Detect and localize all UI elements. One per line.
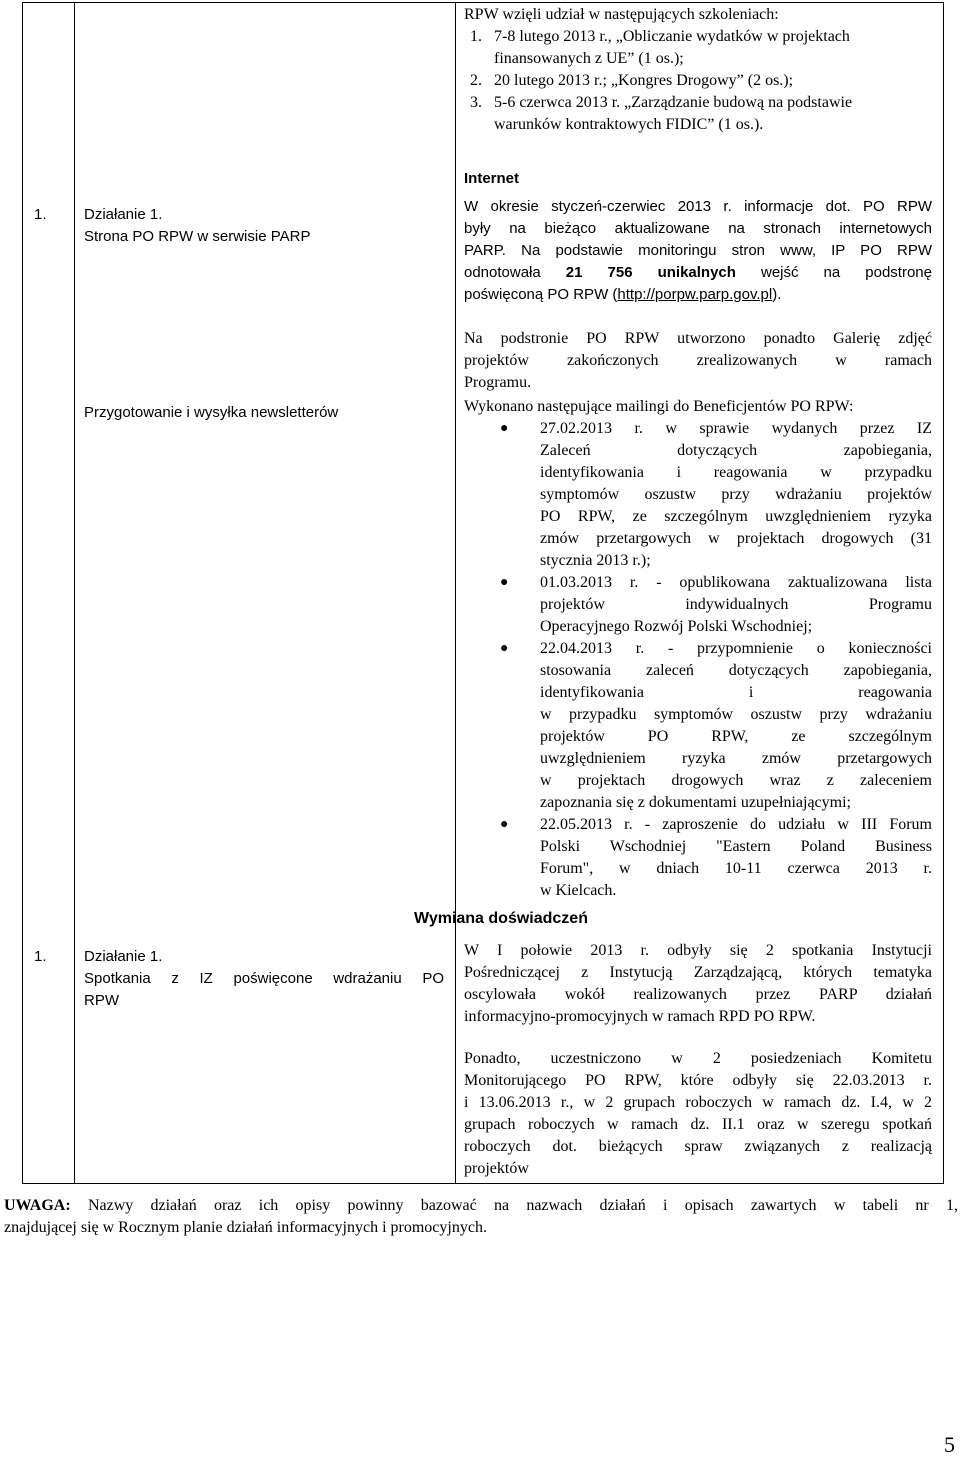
training-block <box>464 4 942 136</box>
bullet-icon: ● <box>500 575 509 590</box>
action-2-title: Działanie 1. <box>84 948 163 965</box>
training-item-number: 2. <box>470 72 482 89</box>
action-2-number: 1. <box>34 948 47 965</box>
newsletter-label: Przygotowanie i wysyłka newsletterów <box>84 404 339 421</box>
exchange-paragraph-2: Ponadto, uczestniczono w 2 posiedzeniach Komitetu Monitorującego PO RPW, które odbyły się 22.03.2013 r. i 13.06.2013 r., w 2 grupach roboczych w ramach dz. I.4, w 2 grupach roboczych w ramach dz. II.1 oraz w szeregu spotkań roboczych dot. bieżących spraw związanych z realizacją projektów <box>464 1050 932 1177</box>
mailing-item: ● 27.02.2013 r. w sprawie wydanych przez IZ Zaleceń dotyczących zapobiegania, identyfikowania i reagowania w przypadku symptomów oszustw przy wdrażaniu projektów PO RPW, ze szczególnym uwzględnieniem ryzyka zmów przetargowych w projektach drogowych (31 stycznia 2013 r.); <box>500 420 932 569</box>
section-heading-exchange: Wymiana doświadczeń <box>414 910 588 927</box>
gallery-paragraph <box>464 328 932 394</box>
internet-line: odnotowała 21 756 unikalnych wejść na podstronę <box>464 264 932 281</box>
internet-paragraph <box>464 196 932 306</box>
action-1-subtitle: Strona PO RPW w serwisie PARP <box>84 228 311 245</box>
porpw-link[interactable]: http://porpw.parp.gov.pl <box>617 286 773 303</box>
training-item-line: finansowanych z UE” (1 os.); <box>494 50 684 67</box>
internet-line: poświęconą PO RPW (http://porpw.parp.gov.pl). <box>464 286 782 303</box>
action-2-subtitle: Spotkania z IZ poświęcone wdrażaniu PO RPW <box>84 970 444 1009</box>
training-item-number: 3. <box>470 94 482 111</box>
mailing-intro: Wykonano następujące mailingi do Beneficjentów PO RPW: <box>464 398 854 415</box>
table-border-top <box>22 2 944 3</box>
table-border-bottom <box>22 1183 944 1184</box>
training-item <box>470 70 942 92</box>
table-divider-2 <box>455 2 456 1184</box>
training-item-line: 5-6 czerwca 2013 r. „Zarządzanie budową na podstawie <box>494 94 853 111</box>
action-1-number: 1. <box>34 206 47 223</box>
table-border-right <box>943 2 944 1184</box>
gallery-line: Na podstronie PO RPW utworzono ponadto Galerię zdjęć <box>464 330 932 347</box>
training-item <box>470 26 942 70</box>
internet-line: PARP. Na podstawie monitoringu stron www, IP PO RPW <box>464 242 932 259</box>
training-item-number: 1. <box>470 28 482 45</box>
table-border-left <box>22 2 23 1184</box>
action-2 <box>34 946 449 1012</box>
note-line: znajdującej się w Rocznym planie działań informacyjnych i promocyjnych. <box>4 1219 487 1236</box>
training-item-line: warunków kontraktowych FIDIC” (1 os.). <box>494 116 764 133</box>
internet-line: były na bieżąco aktualizowane na stronach internetowych <box>464 220 932 237</box>
section-heading-internet: Internet <box>464 170 520 187</box>
training-item <box>470 92 942 136</box>
mailing-item: ● 01.03.2013 r. - opublikowana zaktualizowana lista projektów indywidualnych Programu Operacyjnego Rozwój Polski Wschodniej; <box>500 574 932 635</box>
action-1 <box>34 204 449 248</box>
training-item-line: 7-8 lutego 2013 r., „Obliczanie wydatków w projektach <box>494 28 850 45</box>
action-1-title: Działanie 1. <box>84 206 163 223</box>
exchange-paragraph-1: W I połowie 2013 r. odbyły się 2 spotkania Instytucji Pośredniczącej z Instytucją Zarządzającą, których tematyka oscylowała wokół realizowanych przez PARP działań informacyjno-promocyjnych w ramach RPD PO RPW. <box>464 942 932 1025</box>
page-number: 5 <box>944 1432 955 1457</box>
gallery-line: projektów zakończonych zrealizowanych w ramach <box>464 352 932 369</box>
note-line: UWAGA: Nazwy działań oraz ich opisy powinny bazować na nazwach działań i opisach zawartych w tabeli nr 1, <box>4 1197 959 1214</box>
bullet-icon: ● <box>500 817 509 832</box>
bullet-icon: ● <box>500 641 509 656</box>
note-label: UWAGA: <box>4 1197 71 1214</box>
mailing-item: ● 22.05.2013 r. - zaproszenie do udziału w III Forum Polski Wschodniej "Eastern Poland Business Forum", w dniach 10-11 czerwca 2013 r. w Kielcach. <box>500 816 932 899</box>
mailing-item: ● 22.04.2013 r. - przypomnienie o konieczności stosowania zaleceń dotyczących zapobiegania, identyfikowania i reagowania w przypadku symptomów oszustw przy wdrażaniu projektów PO RPW, ze szczególnym uwzględnieniem ryzyka zmów przetargowych w projektach drogowych wraz z zaleceniem zapoznania się z dokumentami uzupełniającymi; <box>500 640 932 811</box>
internet-line: W okresie styczeń-czerwiec 2013 r. informacje dot. PO RPW <box>464 198 932 215</box>
gallery-line: Programu. <box>464 374 532 391</box>
training-item-line: 20 lutego 2013 r.; „Kongres Drogowy” (2 os.); <box>494 72 794 89</box>
training-intro: RPW wzięli udział w następujących szkoleniach: <box>464 6 779 23</box>
note-block <box>4 1195 958 1239</box>
bullet-icon: ● <box>500 421 509 436</box>
visits-count: 21 756 unikalnych <box>565 264 736 281</box>
